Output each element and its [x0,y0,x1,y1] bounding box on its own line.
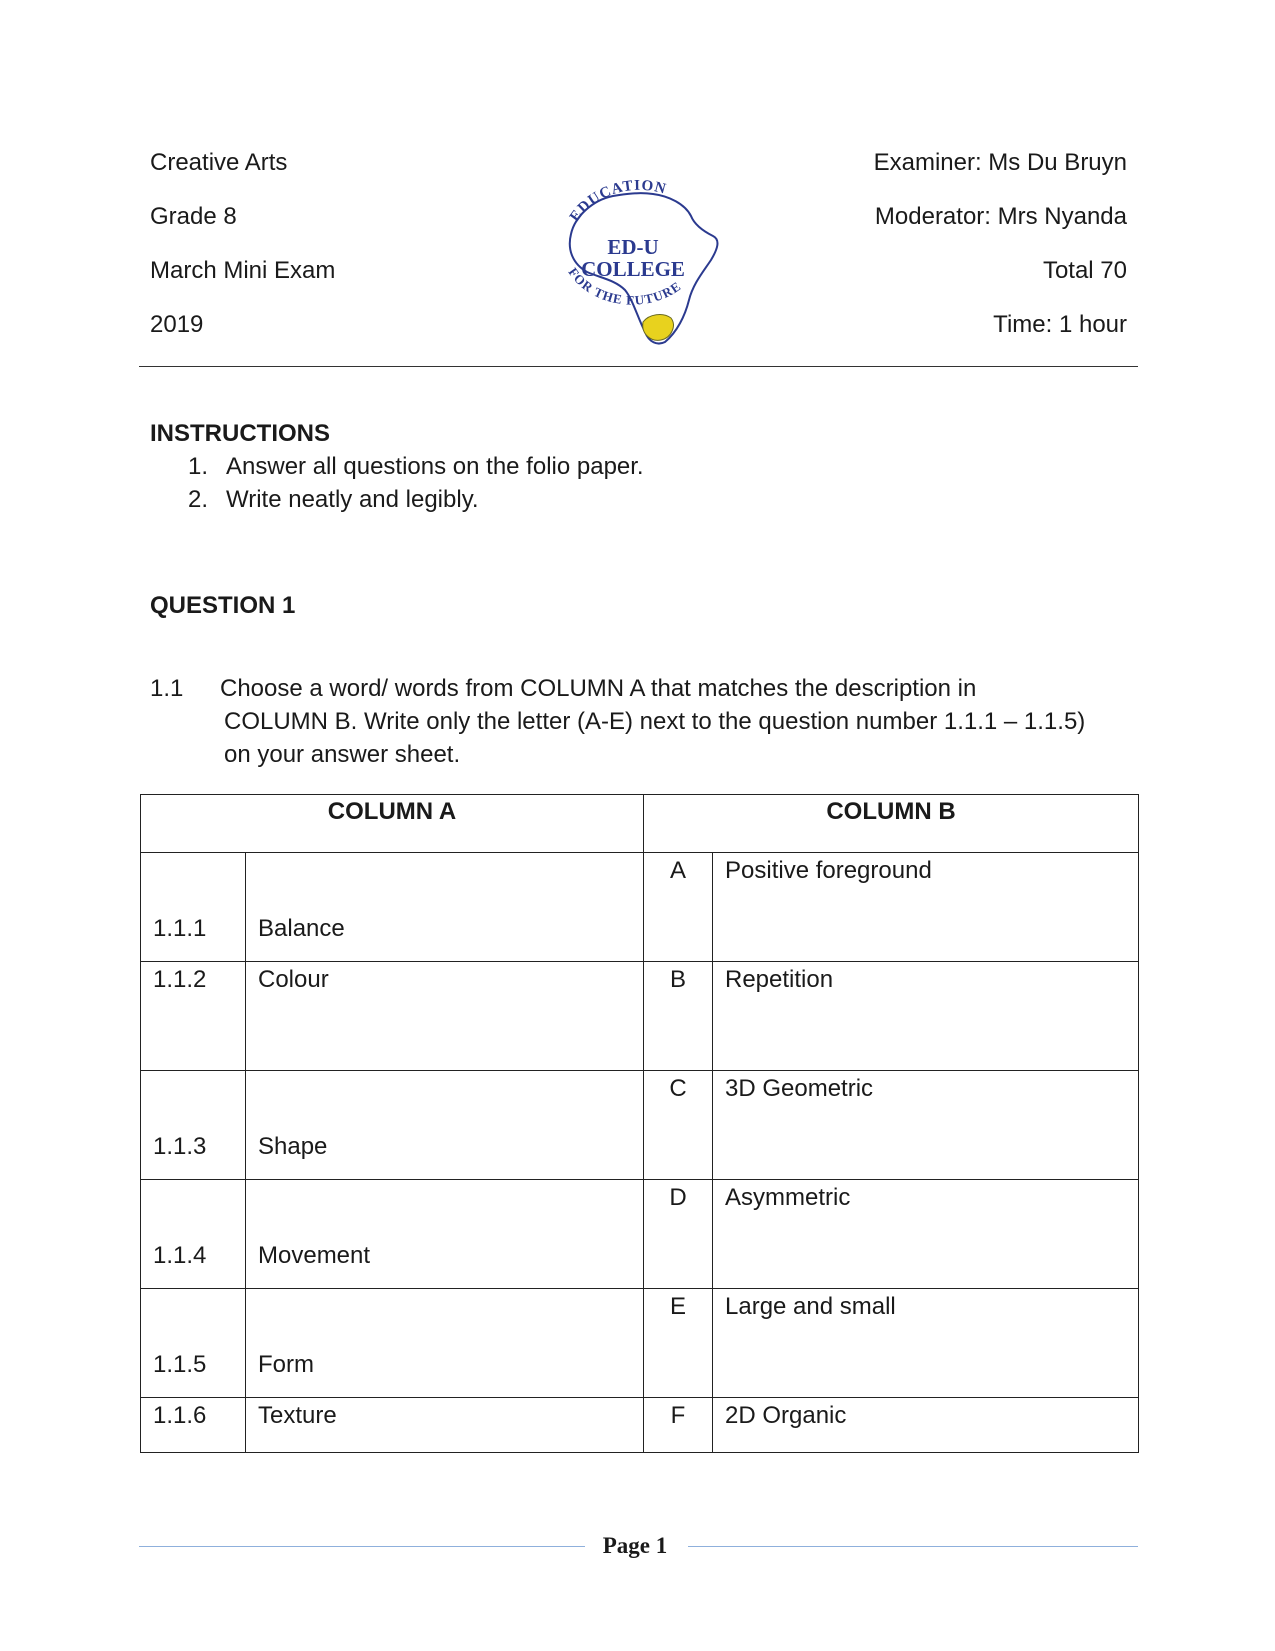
instruction-number: 1. [188,453,209,480]
row-letter: F [670,1402,686,1429]
row-term: Colour [258,966,329,993]
column-b-header: COLUMN B [644,795,1139,853]
matching-table [140,794,1139,1453]
row-term: Movement [258,1242,371,1269]
time-label: Time: 1 hour [993,311,1127,338]
question-number: 1.1 [150,675,184,702]
subject-label: Creative Arts [150,149,288,176]
row-letter: B [669,966,686,993]
logo-line1: ED-U [607,235,659,259]
table-row [141,1398,1139,1453]
examiner-label: Examiner: Ms Du Bruyn [873,149,1127,176]
row-description: Asymmetric [725,1184,851,1211]
instruction-item [150,483,644,516]
row-number: 1.1.5 [153,1351,207,1378]
logo-top-text: EDUCATION [566,177,669,225]
row-description: Large and small [725,1293,896,1320]
row-description: Repetition [725,966,834,993]
row-letter: A [669,857,686,884]
table-row [141,962,1139,1071]
question-text-line2: COLUMN B. Write only the letter (A-E) next to the question number 1.1.1 – 1.1.5) [224,708,1086,735]
instruction-item [150,450,644,483]
row-description: Positive foreground [725,857,932,884]
row-number: 1.1.1 [153,915,207,942]
row-letter: D [669,1184,687,1211]
row-number: 1.1.4 [153,1242,207,1269]
table-row [141,853,1139,962]
row-letter: C [669,1075,687,1102]
row-term: Texture [258,1402,337,1429]
row-term: Balance [258,915,345,942]
row-description: 2D Organic [725,1402,847,1429]
row-number: 1.1.2 [153,966,207,993]
logo-bottom-text: FOR THE FUTURE [565,264,684,308]
exam-label: March Mini Exam [150,257,336,284]
logo-line2: COLLEGE [581,257,685,281]
row-number: 1.1.3 [153,1133,207,1160]
instructions-heading: INSTRUCTIONS [150,420,330,447]
table-row [141,1180,1139,1289]
row-number: 1.1.6 [153,1402,207,1429]
table-row [141,1289,1139,1398]
table-row [141,1071,1139,1180]
question-text-line3: on your answer sheet. [224,741,461,768]
row-term: Shape [258,1133,328,1160]
grade-label: Grade 8 [150,203,237,230]
year-label: 2019 [150,311,204,338]
college-logo [553,176,727,352]
row-term: Form [258,1351,314,1378]
total-label: Total 70 [1042,257,1127,284]
footer-rule-right [688,1546,1138,1547]
page-number: Page 1 [602,1533,668,1558]
header-divider [139,366,1138,367]
instruction-number: 2. [188,486,209,513]
moderator-label: Moderator: Mrs Nyanda [874,203,1127,230]
question-text-line1: Choose a word/ words from COLUMN A that matches the description in [220,675,977,702]
instruction-text: Write neatly and legibly. [226,486,479,513]
column-a-header: COLUMN A [141,795,644,853]
footer-rule-left [139,1546,585,1547]
row-description: 3D Geometric [725,1075,874,1102]
instruction-text: Answer all questions on the folio paper. [226,453,644,480]
row-letter: E [669,1293,686,1320]
svg-text:EDUCATION [567,178,668,225]
question-heading: QUESTION 1 [150,592,296,619]
instructions-list [150,450,644,516]
